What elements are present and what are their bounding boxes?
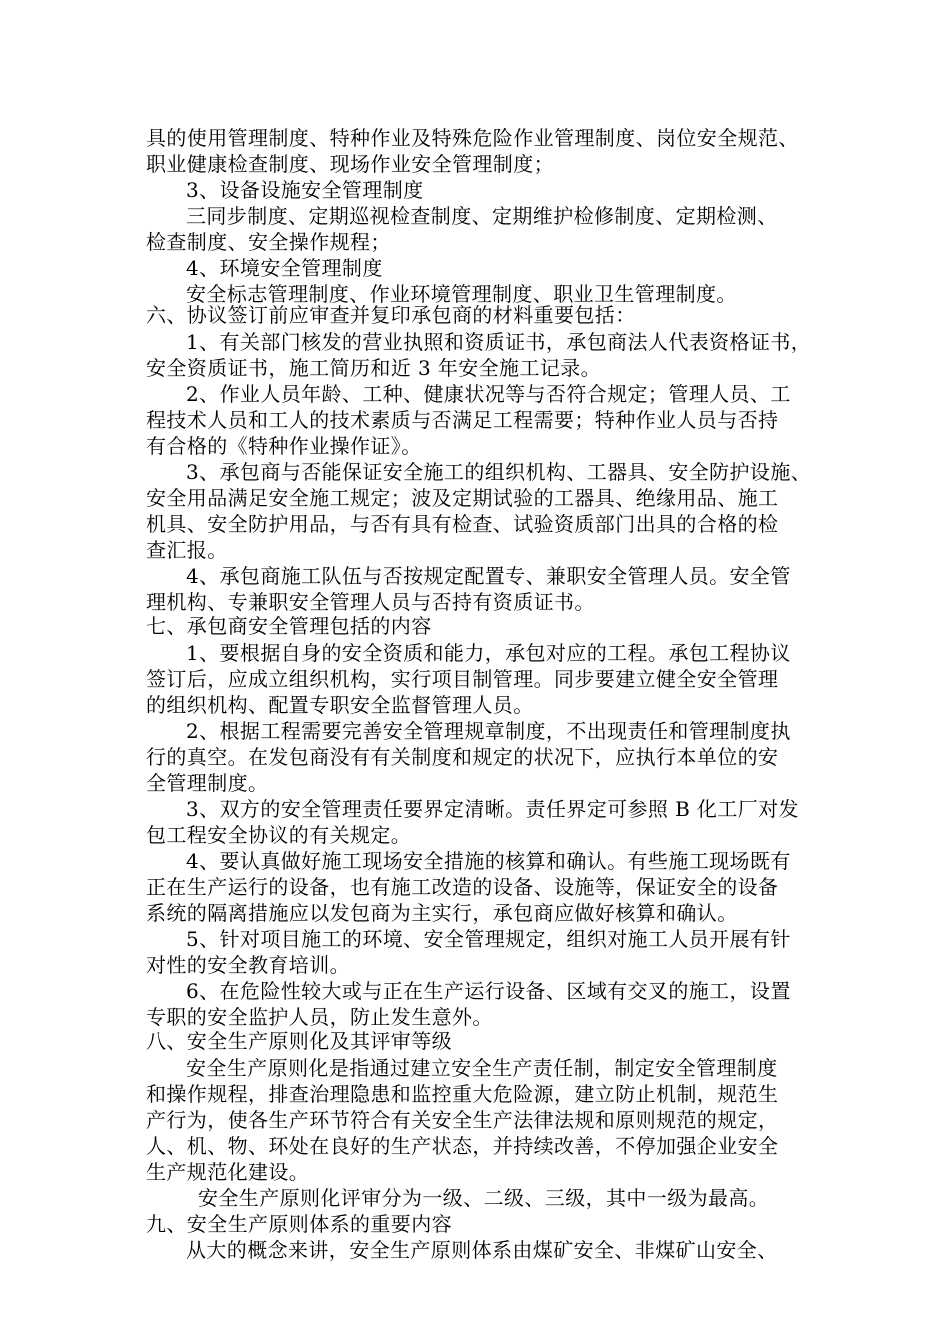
text-line: 产行为，使各生产环节符合有关安全生产法律法规和原则规范的规定，	[146, 1108, 779, 1132]
text-line: 理机构、专兼职安全管理人员与否持有资质证书。	[146, 590, 595, 614]
text-line: 三同步制度、定期巡视检查制度、定期维护检修制度、定期检测、	[186, 204, 778, 228]
text-line: 2、作业人员年龄、工种、健康状况等与否符合规定；管理人员、工	[186, 382, 791, 406]
text-line: 1、要根据自身的安全资质和能力，承包对应的工程。承包工程协议	[186, 641, 791, 665]
section-heading: 九、安全生产原则体系的重要内容	[146, 1212, 452, 1236]
text-line: 生产规范化建设。	[146, 1160, 310, 1184]
text-line: 和操作规程，排查治理隐患和监控重大危险源，建立防止机制，规范生	[146, 1082, 779, 1106]
text-line: 程技术人员和工人的技术素质与否满足工程需要；特种作业人员与否持	[146, 408, 779, 432]
subsection-heading: 3、设备设施安全管理制度	[186, 178, 424, 202]
text-line: 正在生产运行的设备，也有施工改造的设备、设施等，保证安全的设备	[146, 875, 779, 899]
text-line: 的组织机构、配置专职安全监督管理人员。	[146, 693, 534, 717]
text-line: 检查制度、安全操作规程；	[146, 230, 391, 254]
text-line: 机具、安全防护用品，与否有具有检查、试验资质部门出具的合格的检	[146, 512, 779, 536]
text-line: 1、有关部门核发的营业执照和资质证书，承包商法人代表资格证书，	[186, 330, 812, 354]
text-line: 具的使用管理制度、特种作业及特殊危险作业管理制度、岗位安全规范、	[146, 126, 799, 150]
text-line: 5、针对项目施工的环境、安全管理规定，组织对施工人员开展有针	[186, 927, 791, 951]
text-line: 安全生产原则化是指通过建立安全生产责任制，制定安全管理制度	[186, 1056, 778, 1080]
text-line: 6、在危险性较大或与正在生产运行设备、区域有交叉的施工，设置	[186, 979, 791, 1003]
text-line: 安全生产原则化评审分为一级、二级、三级，其中一级为最高。	[198, 1186, 770, 1210]
subsection-heading: 4、环境安全管理制度	[186, 256, 383, 280]
section-heading: 七、承包商安全管理包括的内容	[146, 614, 432, 638]
text-line: 4、要认真做好施工现场安全措施的核算和确认。有些施工现场既有	[186, 849, 791, 873]
text-line: 全管理制度。	[146, 771, 269, 795]
text-line: 2、根据工程需要完善安全管理规章制度，不出现责任和管理制度执	[186, 719, 791, 743]
text-line: 查汇报。	[146, 538, 228, 562]
text-line: 安全用品满足安全施工规定；波及定期试验的工器具、绝缘用品、施工	[146, 486, 779, 510]
text-line: 有合格的《特种作业操作证》。	[146, 434, 422, 458]
text-line: 签订后，应成立组织机构，实行项目制管理。同步要建立健全安全管理	[146, 667, 779, 691]
section-heading: 八、安全生产原则化及其评审等级	[146, 1029, 452, 1053]
text-line: 系统的隔离措施应以发包商为主实行，承包商应做好核算和确认。	[146, 901, 738, 925]
text-line: 专职的安全监护人员，防止发生意外。	[146, 1005, 493, 1029]
text-line: 职业健康检查制度、现场作业安全管理制度；	[146, 152, 554, 176]
text-line: 对性的安全教育培训。	[146, 953, 350, 977]
text-line: 从大的概念来讲，安全生产原则体系由煤矿安全、非煤矿山安全、	[186, 1238, 778, 1262]
text-line: 人、机、物、环处在良好的生产状态，并持续改善，不停加强企业安全	[146, 1134, 779, 1158]
text-line: 3、双方的安全管理责任要界定清晰。责任界定可参照 B 化工厂对发	[186, 797, 799, 821]
text-line: 安全标志管理制度、作业环境管理制度、职业卫生管理制度。	[186, 282, 737, 306]
text-line: 行的真空。在发包商没有有关制度和规定的状况下，应执行本单位的安	[146, 745, 779, 769]
text-line: 安全资质证书，施工简历和近 3 年安全施工记录。	[146, 356, 602, 380]
section-heading: 六、协议签订前应审查并复印承包商的材料重要包括：	[146, 303, 636, 327]
text-line: 3、承包商与否能保证安全施工的组织机构、工器具、安全防护设施、	[186, 460, 812, 484]
text-line: 包工程安全协议的有关规定。	[146, 823, 412, 847]
text-line: 4、承包商施工队伍与否按规定配置专、兼职安全管理人员。安全管	[186, 564, 791, 588]
